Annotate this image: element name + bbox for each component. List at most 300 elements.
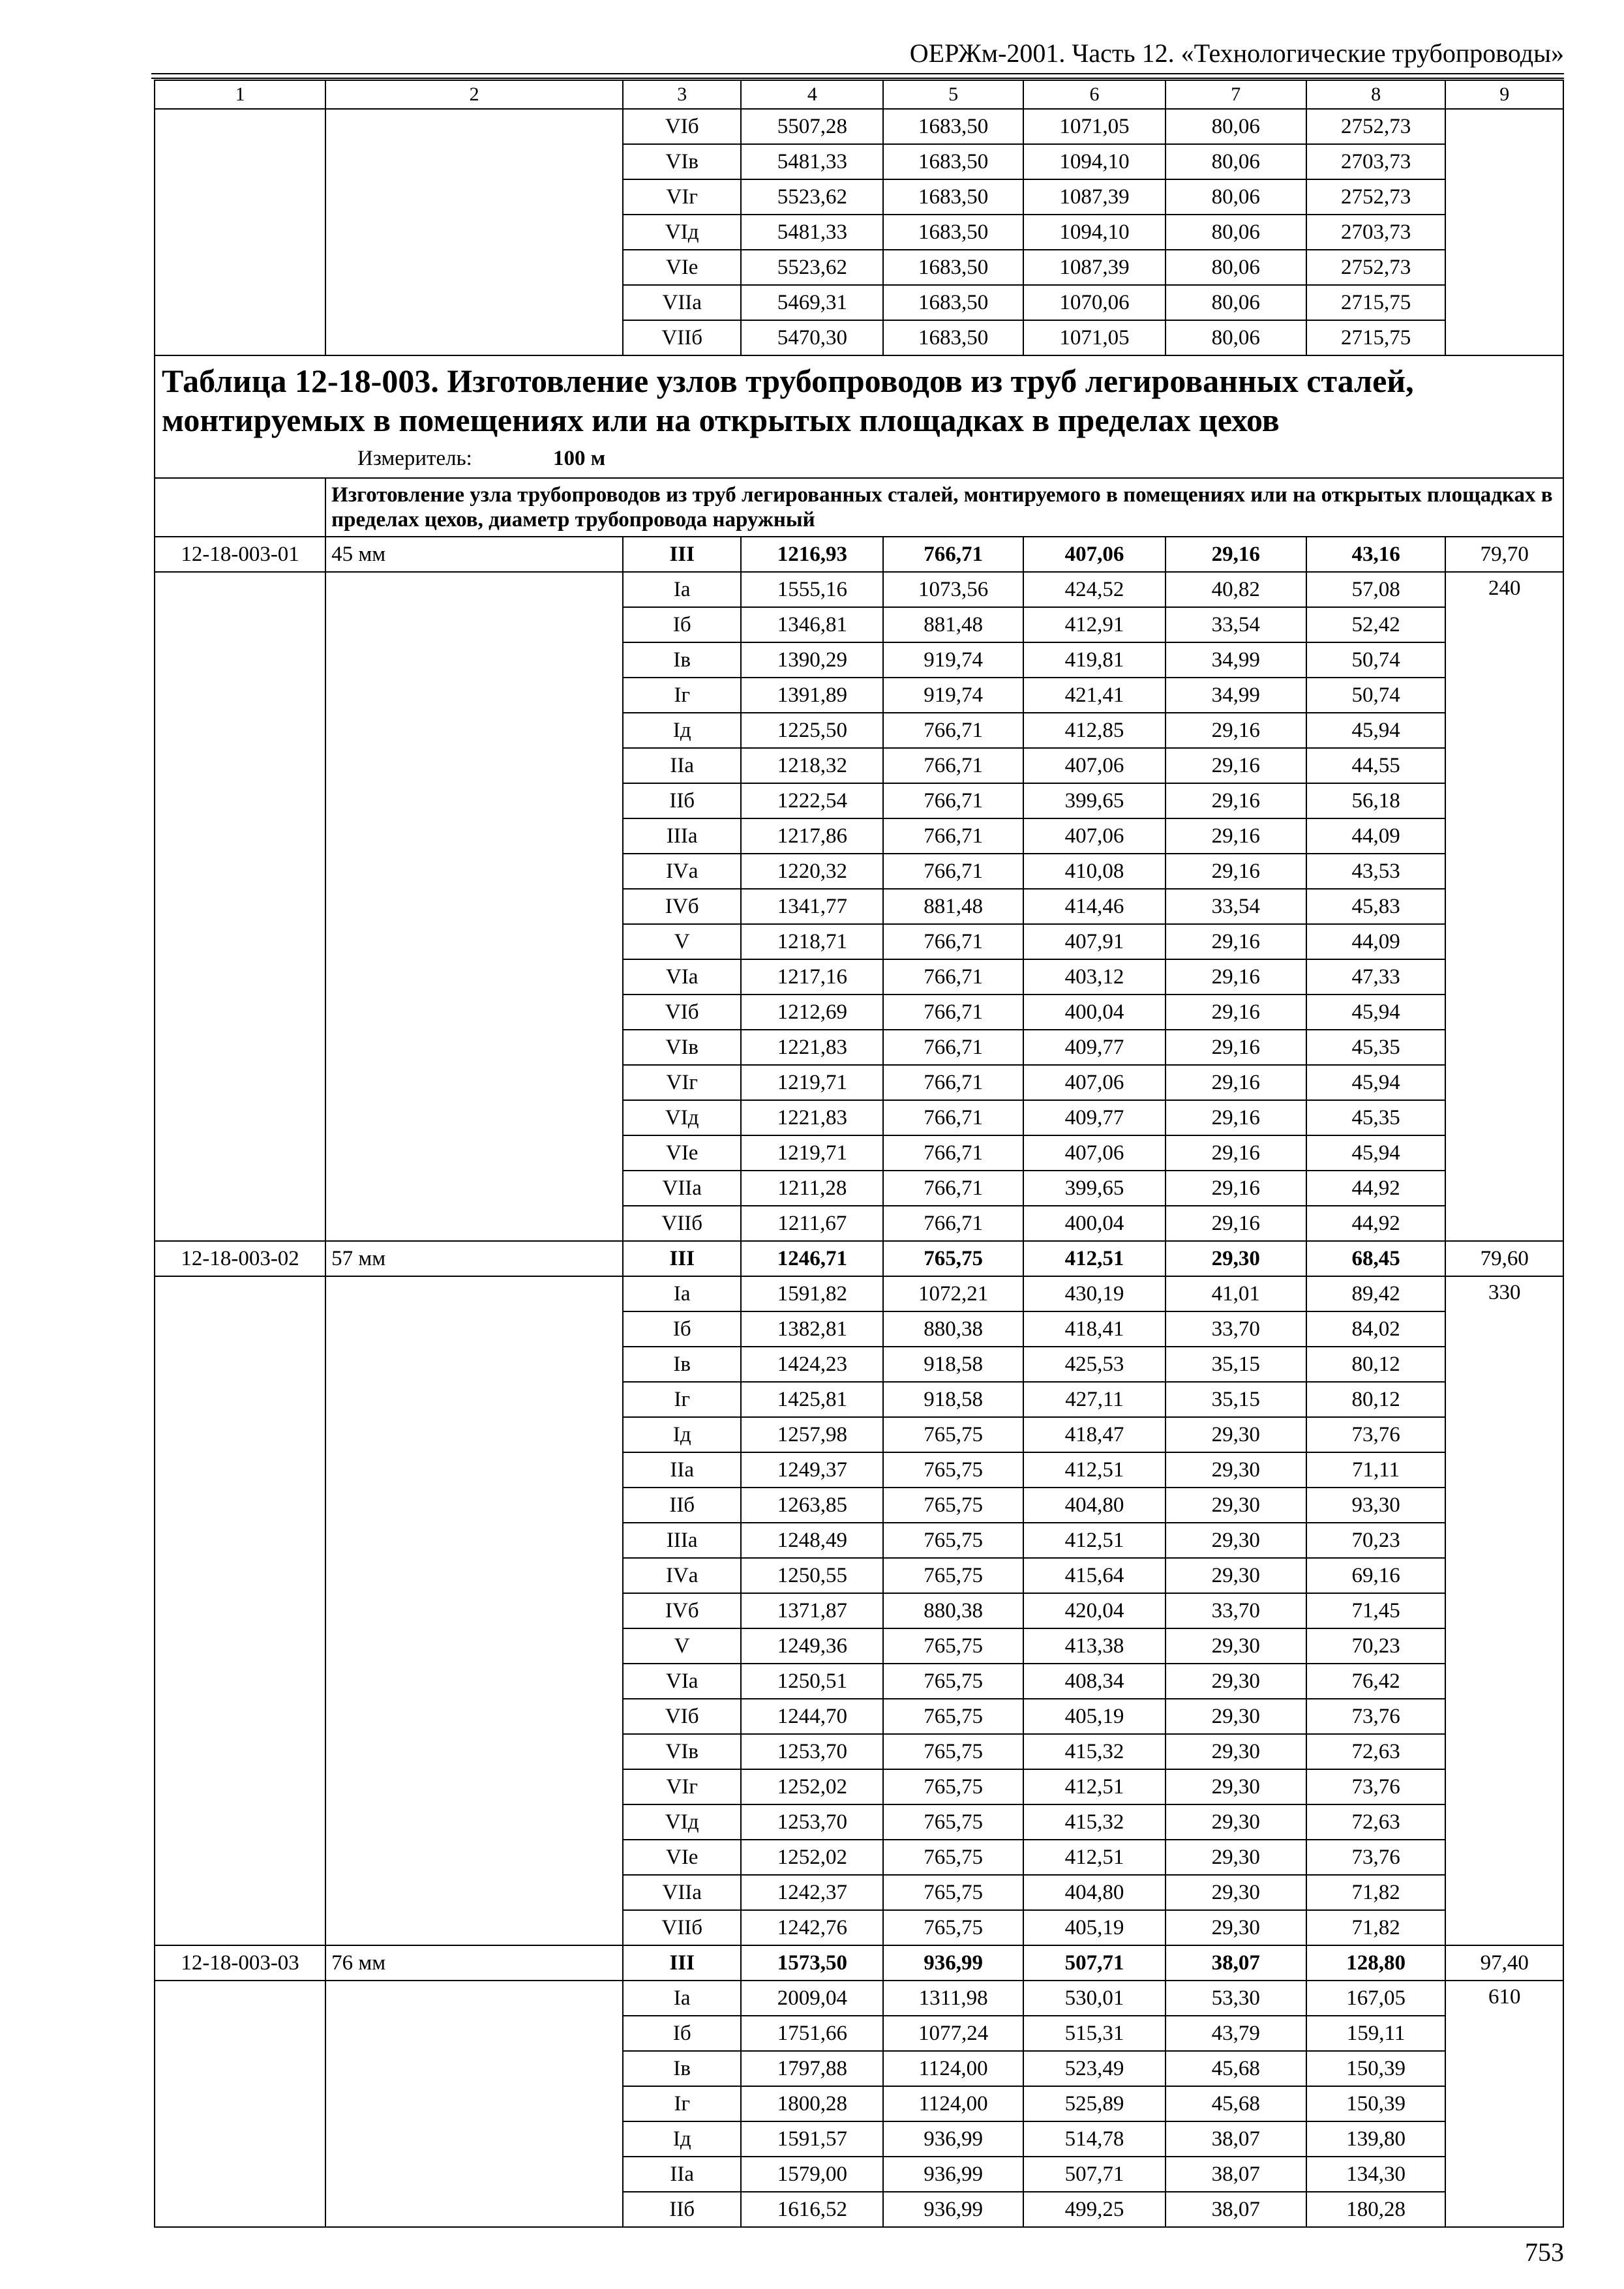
value-cell: 1371,87 (741, 1593, 883, 1628)
value-cell: 918,58 (883, 1347, 1023, 1382)
value-cell: 765,75 (883, 1417, 1023, 1452)
value-cell: 1591,57 (741, 2121, 883, 2157)
value-cell: 29,30 (1165, 1488, 1306, 1523)
value-cell: 38,07 (1165, 1945, 1306, 1981)
value-cell: 880,38 (883, 1593, 1023, 1628)
value-cell: 765,75 (883, 1699, 1023, 1734)
value-cell: 150,39 (1306, 2051, 1446, 2086)
value-cell: 765,75 (883, 1628, 1023, 1664)
value-cell: 5523,62 (741, 250, 883, 285)
value-cell: 507,71 (1023, 2157, 1165, 2192)
group-cell: Iа (623, 1981, 742, 2016)
value-cell: 44,09 (1306, 818, 1446, 854)
unit-value: 100 м (553, 447, 606, 470)
code-cell: 12-18-003-02 (155, 1241, 325, 1276)
size-cell (325, 109, 623, 355)
group-cell: IIа (623, 1452, 742, 1488)
value-cell: 1800,28 (741, 2086, 883, 2121)
value-cell: 1211,28 (741, 1171, 883, 1206)
value-cell: 766,71 (883, 713, 1023, 748)
value-cell: 1246,71 (741, 1241, 883, 1276)
value-cell: 1094,10 (1023, 215, 1165, 250)
value-cell: 1683,50 (883, 144, 1023, 179)
value-cell: 80,06 (1165, 285, 1306, 320)
value-cell: 45,94 (1306, 1135, 1446, 1171)
group-cell: IIа (623, 748, 742, 783)
group-cell: VIа (623, 959, 742, 995)
group-cell: VIб (623, 109, 742, 144)
value-cell: 766,71 (883, 783, 1023, 818)
value-cell: 407,06 (1023, 1135, 1165, 1171)
value-cell: 44,92 (1306, 1206, 1446, 1241)
value-cell: 1391,89 (741, 678, 883, 713)
group-cell: VIд (623, 1100, 742, 1135)
value-cell: 128,80 (1306, 1945, 1446, 1981)
value-cell: 34,99 (1165, 642, 1306, 678)
group-cell: III (623, 1945, 742, 1981)
value-cell: 407,06 (1023, 818, 1165, 854)
value-cell: 73,76 (1306, 1840, 1446, 1875)
value-cell: 1263,85 (741, 1488, 883, 1523)
value-cell: 1218,32 (741, 748, 883, 783)
value-cell: 33,54 (1165, 889, 1306, 924)
group-cell: IVб (623, 889, 742, 924)
value-cell: 1250,55 (741, 1558, 883, 1593)
note-cell: 79,70 (1445, 537, 1563, 572)
value-cell: 766,71 (883, 537, 1023, 572)
description: Изготовление узла трубопроводов из труб легированных сталей, монтируемого в помещениях или на открытых площадках в пределах цехов, диаметр трубопровода наружный (325, 478, 1563, 537)
value-cell: 159,11 (1306, 2016, 1446, 2051)
value-cell: 765,75 (883, 1840, 1023, 1875)
value-cell: 29,16 (1165, 1030, 1306, 1065)
value-cell: 29,30 (1165, 1628, 1306, 1664)
value-cell: 29,16 (1165, 924, 1306, 959)
value-cell: 29,16 (1165, 748, 1306, 783)
value-cell: 80,06 (1165, 320, 1306, 355)
description-row (155, 478, 1563, 537)
group-cell: VIIб (623, 320, 742, 355)
value-cell: 5481,33 (741, 144, 883, 179)
value-cell: 89,42 (1306, 1276, 1446, 1311)
value-cell: 1311,98 (883, 1981, 1023, 2016)
value-cell: 1221,83 (741, 1030, 883, 1065)
value-cell: 2752,73 (1306, 250, 1446, 285)
value-cell: 29,16 (1165, 537, 1306, 572)
value-cell: 1683,50 (883, 250, 1023, 285)
value-cell: 70,23 (1306, 1523, 1446, 1558)
value-cell: 1094,10 (1023, 144, 1165, 179)
value-cell: 399,65 (1023, 1171, 1165, 1206)
group-cell: IIб (623, 1488, 742, 1523)
value-cell: 1252,02 (741, 1769, 883, 1804)
value-cell: 765,75 (883, 1664, 1023, 1699)
value-cell: 1252,02 (741, 1840, 883, 1875)
value-cell: 5470,30 (741, 320, 883, 355)
value-cell: 1253,70 (741, 1734, 883, 1769)
value-cell: 766,71 (883, 748, 1023, 783)
value-cell: 427,11 (1023, 1382, 1165, 1417)
group-cell: Iб (623, 1311, 742, 1347)
value-cell: 56,18 (1306, 783, 1446, 818)
value-cell: 1425,81 (741, 1382, 883, 1417)
group-cell: VIIа (623, 1875, 742, 1910)
value-cell: 29,30 (1165, 1523, 1306, 1558)
value-cell: 45,35 (1306, 1100, 1446, 1135)
value-cell: 419,81 (1023, 642, 1165, 678)
value-cell: 71,45 (1306, 1593, 1446, 1628)
group-cell: Iб (623, 2016, 742, 2051)
value-cell: 29,16 (1165, 818, 1306, 854)
value-cell: 33,54 (1165, 607, 1306, 642)
size-cell (325, 1276, 623, 1945)
value-cell: 45,94 (1306, 995, 1446, 1030)
note-cell: 97,40 (1445, 1945, 1563, 1981)
group-cell: VIа (623, 1664, 742, 1699)
code-cell (155, 109, 325, 355)
value-cell: 29,30 (1165, 1558, 1306, 1593)
value-cell: 766,71 (883, 924, 1023, 959)
value-cell: 29,30 (1165, 1769, 1306, 1804)
group-cell: IVб (623, 1593, 742, 1628)
table-row (155, 1981, 1563, 2016)
size-cell: 45 мм (325, 537, 623, 572)
value-cell: 765,75 (883, 1769, 1023, 1804)
group-cell: VIе (623, 1840, 742, 1875)
group-cell: V (623, 924, 742, 959)
value-cell: 766,71 (883, 1030, 1023, 1065)
value-cell: 1077,24 (883, 2016, 1023, 2051)
value-cell: 1087,39 (1023, 179, 1165, 215)
value-cell: 407,91 (1023, 924, 1165, 959)
value-cell: 29,16 (1165, 1135, 1306, 1171)
value-cell: 420,04 (1023, 1593, 1165, 1628)
value-cell: 766,71 (883, 818, 1023, 854)
value-cell: 1071,05 (1023, 320, 1165, 355)
value-cell: 33,70 (1165, 1311, 1306, 1347)
table-row (155, 109, 1563, 144)
value-cell: 507,71 (1023, 1945, 1165, 1981)
code-cell (155, 572, 325, 1241)
value-cell: 514,78 (1023, 2121, 1165, 2157)
note-value: 610 (1488, 1985, 1521, 2009)
value-cell: 1390,29 (741, 642, 883, 678)
group-cell: VIб (623, 1699, 742, 1734)
value-cell: 29,16 (1165, 959, 1306, 995)
unit-line (162, 443, 1556, 473)
value-cell: 765,75 (883, 1910, 1023, 1945)
value-cell: 1124,00 (883, 2086, 1023, 2121)
table-row (155, 1276, 1563, 1311)
value-cell: 1124,00 (883, 2051, 1023, 2086)
value-cell: 29,30 (1165, 1840, 1306, 1875)
value-cell: 43,79 (1165, 2016, 1306, 2051)
value-cell: 412,51 (1023, 1241, 1165, 1276)
value-cell: 1424,23 (741, 1347, 883, 1382)
value-cell: 2715,75 (1306, 320, 1446, 355)
value-cell: 404,80 (1023, 1875, 1165, 1910)
value-cell: 425,53 (1023, 1347, 1165, 1382)
group-cell: VIIа (623, 285, 742, 320)
group-cell: Iв (623, 642, 742, 678)
group-cell: IIб (623, 783, 742, 818)
size-cell: 57 мм (325, 1241, 623, 1276)
note-cell (1445, 109, 1563, 355)
note-value: 240 (1488, 576, 1521, 600)
column-number: 3 (623, 80, 742, 109)
value-cell: 73,76 (1306, 1417, 1446, 1452)
value-cell: 499,25 (1023, 2192, 1165, 2227)
rates-table (154, 80, 1564, 2228)
value-cell: 766,71 (883, 854, 1023, 889)
group-cell: VIIб (623, 1910, 742, 1945)
value-cell: 52,42 (1306, 607, 1446, 642)
value-cell: 34,99 (1165, 678, 1306, 713)
value-cell: 45,35 (1306, 1030, 1446, 1065)
value-cell: 134,30 (1306, 2157, 1446, 2192)
value-cell: 415,64 (1023, 1558, 1165, 1593)
group-cell: Iа (623, 572, 742, 607)
group-cell: VIв (623, 144, 742, 179)
value-cell: 515,31 (1023, 2016, 1165, 2051)
group-cell: Iг (623, 2086, 742, 2121)
value-cell: 1070,06 (1023, 285, 1165, 320)
group-cell: V (623, 1628, 742, 1664)
value-cell: 43,53 (1306, 854, 1446, 889)
value-cell: 70,23 (1306, 1628, 1446, 1664)
value-cell: 5507,28 (741, 109, 883, 144)
value-cell: 29,30 (1165, 1664, 1306, 1699)
group-cell: VIг (623, 179, 742, 215)
value-cell: 1249,37 (741, 1452, 883, 1488)
value-cell: 1683,50 (883, 179, 1023, 215)
table-row (155, 1945, 1563, 1981)
column-number: 2 (325, 80, 623, 109)
value-cell: 1591,82 (741, 1276, 883, 1311)
value-cell: 139,80 (1306, 2121, 1446, 2157)
value-cell: 1573,50 (741, 1945, 883, 1981)
value-cell: 29,16 (1165, 1171, 1306, 1206)
value-cell: 766,71 (883, 995, 1023, 1030)
value-cell: 936,99 (883, 2157, 1023, 2192)
value-cell: 35,15 (1165, 1382, 1306, 1417)
value-cell: 1250,51 (741, 1664, 883, 1699)
value-cell: 45,68 (1165, 2086, 1306, 2121)
size-cell (325, 572, 623, 1241)
value-cell: 1244,70 (741, 1699, 883, 1734)
column-number: 5 (883, 80, 1023, 109)
value-cell: 2715,75 (1306, 285, 1446, 320)
value-cell: 44,09 (1306, 924, 1446, 959)
value-cell: 76,42 (1306, 1664, 1446, 1699)
group-cell: IVа (623, 854, 742, 889)
value-cell: 2009,04 (741, 1981, 883, 2016)
value-cell: 38,07 (1165, 2192, 1306, 2227)
group-cell: VIIа (623, 1171, 742, 1206)
group-cell: Iг (623, 678, 742, 713)
value-cell: 936,99 (883, 1945, 1023, 1981)
value-cell: 1346,81 (741, 607, 883, 642)
group-cell: III (623, 1241, 742, 1276)
value-cell: 1217,86 (741, 818, 883, 854)
value-cell: 71,82 (1306, 1910, 1446, 1945)
value-cell: 430,19 (1023, 1276, 1165, 1311)
column-number: 6 (1023, 80, 1165, 109)
value-cell: 45,94 (1306, 1065, 1446, 1100)
value-cell: 525,89 (1023, 2086, 1165, 2121)
group-cell: III (623, 537, 742, 572)
value-cell: 150,39 (1306, 2086, 1446, 2121)
value-cell: 5481,33 (741, 215, 883, 250)
group-cell: VIд (623, 1804, 742, 1840)
value-cell: 1212,69 (741, 995, 883, 1030)
value-cell: 33,70 (1165, 1593, 1306, 1628)
value-cell: 1072,21 (883, 1276, 1023, 1311)
table-row (155, 537, 1563, 572)
table-row (155, 572, 1563, 607)
group-cell: VIв (623, 1030, 742, 1065)
value-cell: 167,05 (1306, 1981, 1446, 2016)
value-cell: 765,75 (883, 1804, 1023, 1840)
group-cell: VIе (623, 1135, 742, 1171)
group-cell: IIб (623, 2192, 742, 2227)
value-cell: 180,28 (1306, 2192, 1446, 2227)
value-cell: 400,04 (1023, 995, 1165, 1030)
value-cell: 405,19 (1023, 1910, 1165, 1945)
size-cell: 76 мм (325, 1945, 623, 1981)
value-cell: 29,30 (1165, 1875, 1306, 1910)
value-cell: 1071,05 (1023, 109, 1165, 144)
value-cell: 1219,71 (741, 1065, 883, 1100)
value-cell: 1087,39 (1023, 250, 1165, 285)
header-rule (151, 73, 1564, 74)
value-cell: 415,32 (1023, 1804, 1165, 1840)
page-header: ОЕРЖм-2001. Часть 12. «Технологические трубопроводы» (909, 38, 1564, 68)
value-cell: 38,07 (1165, 2157, 1306, 2192)
group-cell: Iг (623, 1382, 742, 1417)
value-cell: 408,34 (1023, 1664, 1165, 1699)
value-cell: 415,32 (1023, 1734, 1165, 1769)
value-cell: 918,58 (883, 1382, 1023, 1417)
value-cell: 766,71 (883, 1100, 1023, 1135)
note-cell (1445, 1276, 1563, 1945)
value-cell: 404,80 (1023, 1488, 1165, 1523)
value-cell: 2703,73 (1306, 215, 1446, 250)
code-cell (155, 1981, 325, 2227)
note-cell: 79,60 (1445, 1241, 1563, 1276)
value-cell: 1253,70 (741, 1804, 883, 1840)
value-cell: 403,12 (1023, 959, 1165, 995)
group-cell: VIг (623, 1065, 742, 1100)
value-cell: 71,11 (1306, 1452, 1446, 1488)
column-number: 9 (1445, 80, 1563, 109)
value-cell: 1555,16 (741, 572, 883, 607)
description-spacer (155, 478, 325, 537)
note-cell (1445, 572, 1563, 1241)
value-cell: 1257,98 (741, 1417, 883, 1452)
group-cell: IIа (623, 2157, 742, 2192)
value-cell: 409,77 (1023, 1100, 1165, 1135)
value-cell: 407,06 (1023, 1065, 1165, 1100)
group-cell: Iд (623, 2121, 742, 2157)
value-cell: 766,71 (883, 1171, 1023, 1206)
code-cell: 12-18-003-03 (155, 1945, 325, 1981)
value-cell: 29,30 (1165, 1452, 1306, 1488)
value-cell: 38,07 (1165, 2121, 1306, 2157)
value-cell: 93,30 (1306, 1488, 1446, 1523)
value-cell: 29,30 (1165, 1804, 1306, 1840)
value-cell: 919,74 (883, 678, 1023, 713)
value-cell: 765,75 (883, 1241, 1023, 1276)
value-cell: 1341,77 (741, 889, 883, 924)
note-value: 330 (1488, 1281, 1521, 1304)
value-cell: 523,49 (1023, 2051, 1165, 2086)
value-cell: 1242,37 (741, 1875, 883, 1910)
value-cell: 72,63 (1306, 1804, 1446, 1840)
value-cell: 1579,00 (741, 2157, 883, 2192)
value-cell: 881,48 (883, 607, 1023, 642)
value-cell: 69,16 (1306, 1558, 1446, 1593)
value-cell: 1248,49 (741, 1523, 883, 1558)
code-cell: 12-18-003-01 (155, 537, 325, 572)
column-number-row (155, 80, 1563, 109)
page-number: 753 (1525, 2237, 1564, 2267)
value-cell: 29,16 (1165, 713, 1306, 748)
table-title-cell (155, 355, 1563, 478)
value-cell: 407,06 (1023, 748, 1165, 783)
header-rule-double (151, 78, 1564, 79)
value-cell: 1616,52 (741, 2192, 883, 2227)
value-cell: 45,94 (1306, 713, 1446, 748)
value-cell: 80,06 (1165, 109, 1306, 144)
value-cell: 880,38 (883, 1311, 1023, 1347)
value-cell: 418,47 (1023, 1417, 1165, 1452)
group-cell: VIIб (623, 1206, 742, 1241)
value-cell: 413,38 (1023, 1628, 1165, 1664)
value-cell: 47,33 (1306, 959, 1446, 995)
column-number: 1 (155, 80, 325, 109)
column-number: 4 (741, 80, 883, 109)
value-cell: 1683,50 (883, 320, 1023, 355)
value-cell: 73,76 (1306, 1769, 1446, 1804)
value-cell: 1216,93 (741, 537, 883, 572)
value-cell: 29,16 (1165, 783, 1306, 818)
group-cell: VIе (623, 250, 742, 285)
value-cell: 765,75 (883, 1558, 1023, 1593)
value-cell: 1221,83 (741, 1100, 883, 1135)
value-cell: 45,83 (1306, 889, 1446, 924)
value-cell: 765,75 (883, 1875, 1023, 1910)
value-cell: 400,04 (1023, 1206, 1165, 1241)
value-cell: 29,16 (1165, 1206, 1306, 1241)
table-row (155, 1241, 1563, 1276)
value-cell: 1683,50 (883, 285, 1023, 320)
value-cell: 2752,73 (1306, 179, 1446, 215)
value-cell: 1683,50 (883, 109, 1023, 144)
value-cell: 40,82 (1165, 572, 1306, 607)
value-cell: 84,02 (1306, 1311, 1446, 1347)
group-cell: Iв (623, 2051, 742, 2086)
value-cell: 29,16 (1165, 995, 1306, 1030)
value-cell: 765,75 (883, 1452, 1023, 1488)
value-cell: 1073,56 (883, 572, 1023, 607)
value-cell: 29,16 (1165, 1100, 1306, 1135)
group-cell: Iв (623, 1347, 742, 1382)
value-cell: 399,65 (1023, 783, 1165, 818)
value-cell: 73,76 (1306, 1699, 1446, 1734)
value-cell: 766,71 (883, 1065, 1023, 1100)
group-cell: VIв (623, 1734, 742, 1769)
value-cell: 1382,81 (741, 1311, 883, 1347)
